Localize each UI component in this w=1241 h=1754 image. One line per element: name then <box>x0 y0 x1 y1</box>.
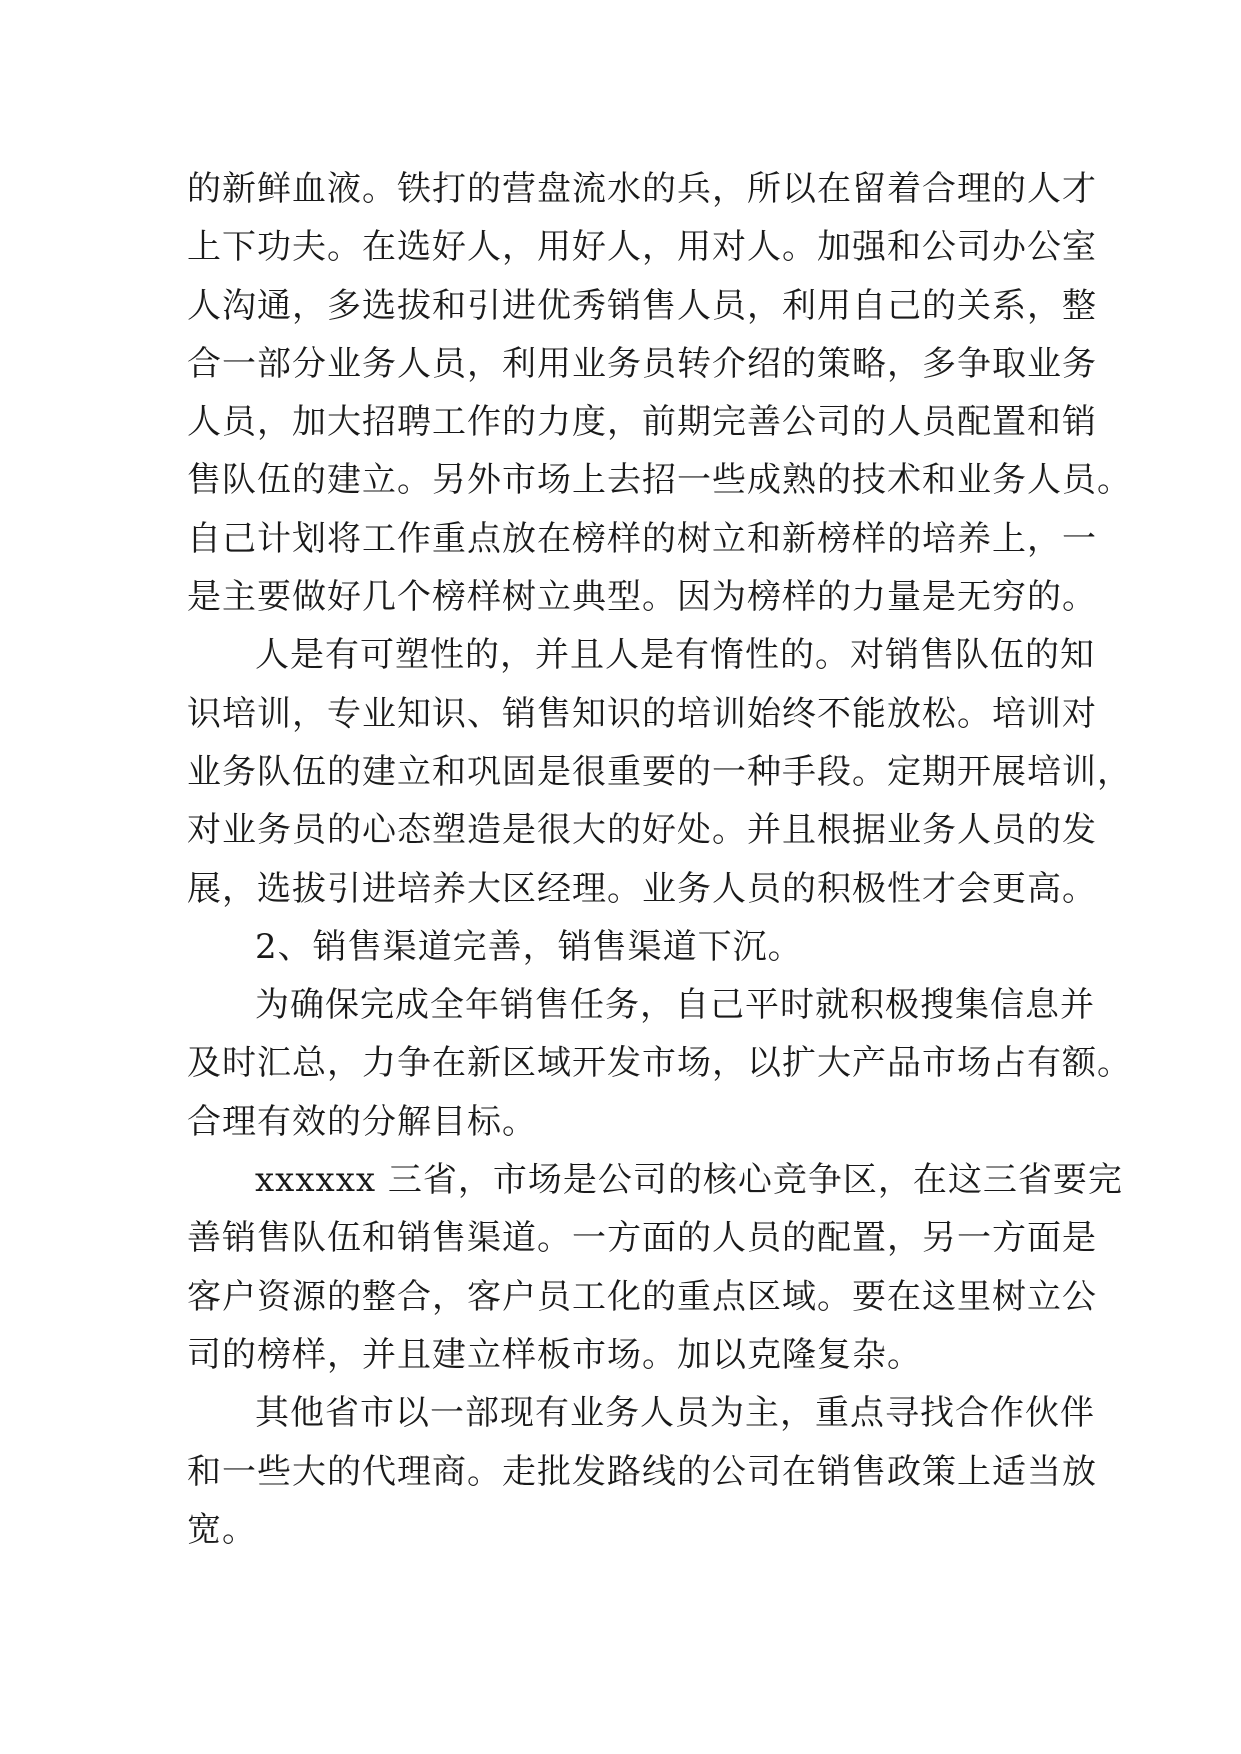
text-line: 为确保完成全年销售任务，自己平时就积极搜集信息并 <box>255 985 1095 1026</box>
text-line: 人沟通，多选拔和引进优秀销售人员，利用自己的关系，整 <box>187 285 1097 326</box>
text-line: 司的榜样，并且建立样板市场。加以克隆复杂。 <box>187 1334 922 1375</box>
text-line: xxxxxx 三省，市场是公司的核心竞争区，在这三省要完 <box>255 1160 1123 1201</box>
text-line: 自己计划将工作重点放在榜样的树立和新榜样的培养上，一 <box>187 518 1097 559</box>
text-line: 售队伍的建立。另外市场上去招一些成熟的技术和业务人员。 <box>187 460 1132 501</box>
text-line: 善销售队伍和销售渠道。一方面的人员的配置，另一方面是 <box>187 1218 1097 1259</box>
text-line: 合一部分业务人员，利用业务员转介绍的策略，多争取业务 <box>187 343 1097 384</box>
text-line: 人是有可塑性的，并且人是有惰性的。对销售队伍的知 <box>255 635 1095 676</box>
text-line: 2、销售渠道完善，销售渠道下沉。 <box>255 926 803 967</box>
text-line: 合理有效的分解目标。 <box>187 1101 537 1142</box>
text-line: 识培训，专业知识、销售知识的培训始终不能放松。培训对 <box>187 693 1097 734</box>
text-line: 和一些大的代理商。走批发路线的公司在销售政策上适当放 <box>187 1451 1097 1492</box>
text-line: 其他省市以一部现有业务人员为主，重点寻找合作伙伴 <box>255 1393 1095 1434</box>
text-line: 上下功夫。在选好人，用好人，用对人。加强和公司办公室 <box>187 227 1097 268</box>
text-line: 对业务员的心态塑造是很大的好处。并且根据业务人员的发 <box>187 810 1097 851</box>
text-line: 展，选拔引进培养大区经理。业务人员的积极性才会更高。 <box>187 868 1097 909</box>
text-line: 是主要做好几个榜样树立典型。因为榜样的力量是无穷的。 <box>187 577 1097 618</box>
document-body <box>187 160 1132 1559</box>
text-line: 及时汇总，力争在新区域开发市场，以扩大产品市场占有额。 <box>187 1043 1132 1084</box>
text-line: 业务队伍的建立和巩固是很重要的一种手段。定期开展培训， <box>187 751 1132 792</box>
text-line: 宽。 <box>187 1509 257 1550</box>
text-line: 人员，加大招聘工作的力度，前期完善公司的人员配置和销 <box>187 402 1097 443</box>
text-line: 的新鲜血液。铁打的营盘流水的兵，所以在留着合理的人才 <box>187 169 1097 209</box>
text-line: 客户资源的整合，客户员工化的重点区域。要在这里树立公 <box>187 1276 1097 1317</box>
